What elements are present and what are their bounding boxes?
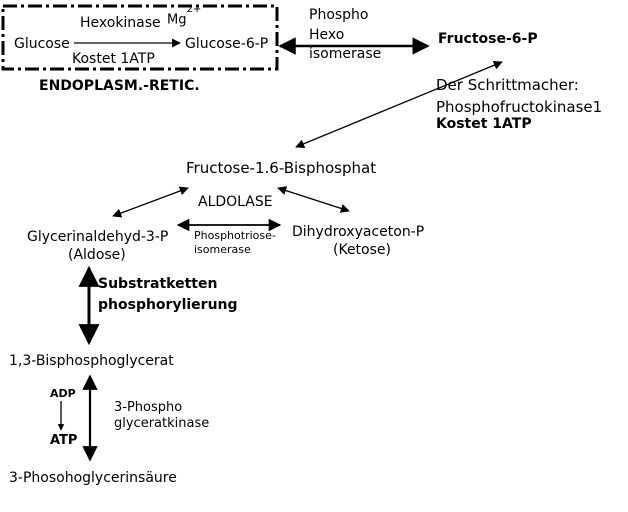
hexokinase-label: Hexokinase — [80, 15, 161, 31]
pacemaker-line2: Phosphofructokinase1 — [436, 98, 603, 116]
atp-label: ATP — [50, 433, 78, 448]
pgk-line2: glyceratkinase — [114, 416, 210, 431]
arrow-aldolase-dhap — [278, 188, 349, 211]
substrate-phosphorylation-line1: Substratketten — [98, 276, 218, 292]
phosphohexoisomerase-line2: Hexo — [309, 27, 345, 43]
mg-symbol: Mg — [167, 12, 187, 28]
glucose-label: Glucose — [14, 36, 70, 52]
pacemaker-line1: Der Schrittmacher: — [436, 76, 579, 94]
mg-charge: 2+ — [186, 4, 202, 15]
aldolase-label: ALDOLASE — [198, 194, 273, 210]
dhap-line2: (Ketose) — [333, 242, 391, 258]
endoplasmic-reticulum-label: ENDOPLASM.-RETIC. — [39, 78, 200, 94]
gap-line1: Glycerinaldehyd-3-P — [27, 229, 169, 245]
triose-isomerase-line2: isomerase — [194, 243, 251, 256]
bisphosphoglycerat-label: 1,3-Bisphosphoglycerat — [9, 353, 174, 369]
dhap-line1: Dihydroxyaceton-P — [292, 224, 425, 240]
fructose-1-6-bisphosphat-label: Fructose-1.6-Bisphosphat — [186, 159, 377, 177]
glucose-6-p-label: Glucose-6-P — [185, 36, 269, 52]
triose-isomerase-line1: Phosphotriose- — [194, 229, 276, 242]
substrate-phosphorylation-line2: phosphorylierung — [98, 297, 238, 313]
gap-line2: (Aldose) — [68, 247, 126, 263]
pgk-line1: 3-Phospho — [114, 400, 183, 415]
mg-cofactor-label — [167, 4, 202, 28]
kostet-atp-label: Kostet 1ATP — [72, 51, 155, 67]
phosphohexoisomerase-line3: isomerase — [309, 46, 382, 62]
phosphohexoisomerase-line1: Phospho — [309, 7, 369, 23]
adp-label: ADP — [50, 387, 76, 400]
fructose-6-p-label: Fructose-6-P — [438, 31, 538, 47]
phosphoglycerinsaeure-label: 3-Phosohoglycerinsäure — [9, 470, 177, 486]
arrow-aldolase-gap — [113, 188, 188, 216]
pacemaker-cost: Kostet 1ATP — [436, 116, 532, 132]
